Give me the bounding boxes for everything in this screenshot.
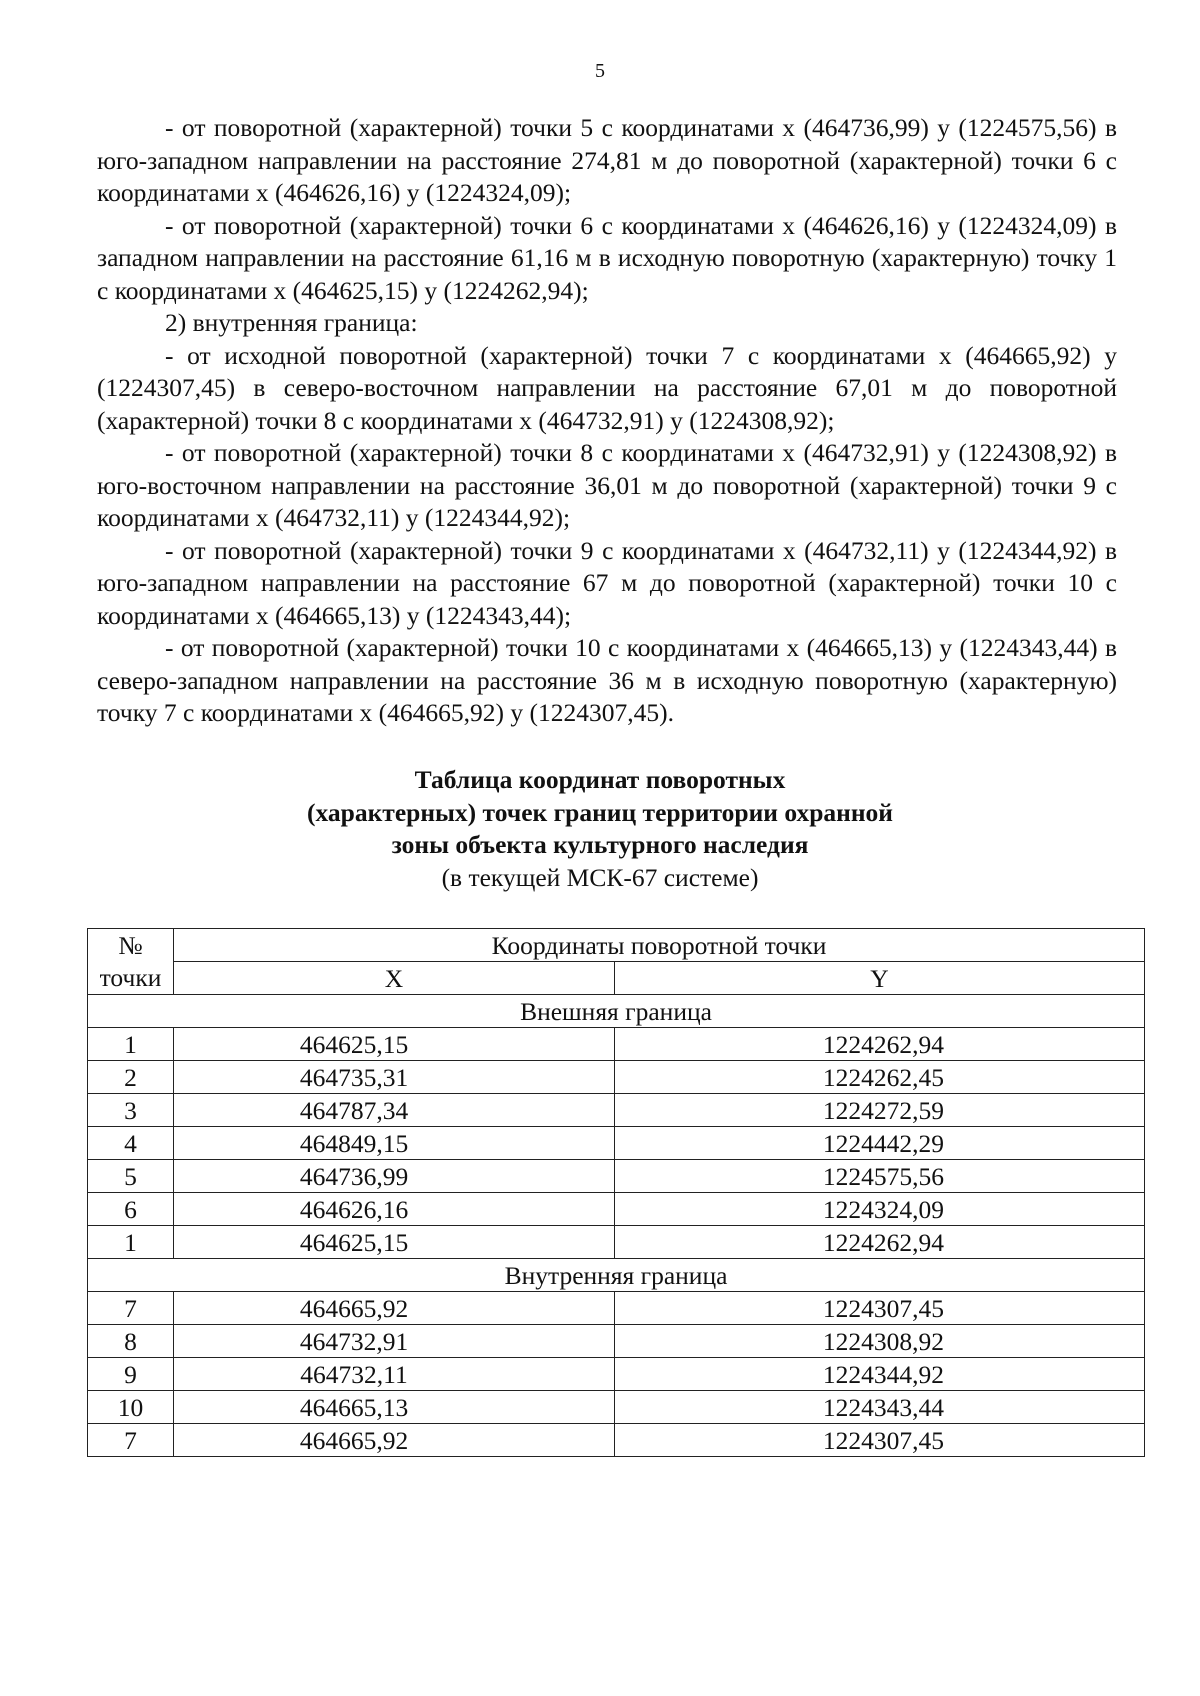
point-number-cell: 2 <box>88 1061 174 1094</box>
y-coordinate-cell: 1224262,94 <box>615 1028 1145 1061</box>
coordinates-table <box>87 928 1145 1457</box>
point-number-cell: 3 <box>88 1094 174 1127</box>
x-coordinate-cell: 464736,99 <box>174 1160 615 1193</box>
outer-rows <box>88 1028 1145 1259</box>
point-number-cell: 1 <box>88 1226 174 1259</box>
inner-section-label: Внутренняя граница <box>88 1259 1145 1292</box>
y-coordinate-cell: 1224262,94 <box>615 1226 1145 1259</box>
outer-section-row <box>88 995 1145 1028</box>
point-number-cell: 1 <box>88 1028 174 1061</box>
paragraph-segment-8-9: - от поворотной (характерной) точки 8 с координатами х (464732,91) у (1224308,92) в юго-восточном направлении на расстояние 36,01 м до поворотной (характерной) точки 9 с координатами х (464732,11) у (1224344,92); <box>97 438 1117 532</box>
num-header-bottom: точки <box>88 962 174 995</box>
x-coordinate-cell: 464735,31 <box>174 1061 615 1094</box>
inner-rows <box>88 1292 1145 1457</box>
x-coordinate-cell: 464732,91 <box>174 1325 615 1358</box>
y-header: Y <box>615 962 1145 995</box>
paragraph-segment-9-10: - от поворотной (характерной) точки 9 с координатами х (464732,11) у (1224344,92) в юго-западном направлении на расстояние 67 м до поворотной (характерной) точки 10 с координатами х (464665,13) у (1224343,44); <box>97 535 1117 630</box>
y-coordinate-cell: 1224272,59 <box>615 1094 1145 1127</box>
inner-section-row <box>88 1259 1145 1292</box>
table-row <box>88 1358 1145 1391</box>
y-coordinate-cell: 1224575,56 <box>615 1160 1145 1193</box>
point-number-cell: 7 <box>88 1292 174 1325</box>
x-coordinate-cell: 464787,34 <box>174 1094 615 1127</box>
outer-section-label: Внешняя граница <box>88 995 1145 1028</box>
y-coordinate-cell: 1224442,29 <box>615 1127 1145 1160</box>
point-number-cell: 5 <box>88 1160 174 1193</box>
y-coordinate-cell: 1224344,92 <box>615 1358 1145 1391</box>
coords-header: Координаты поворотной точки <box>174 929 1145 962</box>
page-number: 5 <box>595 60 605 82</box>
table-row <box>88 1094 1145 1127</box>
table-header-row-2 <box>88 962 1145 995</box>
table-row <box>88 1391 1145 1424</box>
table-row <box>88 1160 1145 1193</box>
y-coordinate-cell: 1224324,09 <box>615 1193 1145 1226</box>
table-title-line-1: Таблица координат поворотных <box>414 765 786 794</box>
table-row <box>88 1193 1145 1226</box>
paragraph-segment-7-8: - от исходной поворотной (характерной) точки 7 с координатами х (464665,92) у (1224307,45) в северо-восточном направлении на расстояние 67,01 м до поворотной (характерной) точки 8 с координатами х (464732,91) у (1224308,92); <box>97 340 1117 435</box>
table-title-line-2: (характерных) точек границ территории охранной <box>307 797 893 827</box>
y-coordinate-cell: 1224307,45 <box>615 1424 1145 1457</box>
x-coordinate-cell: 464665,13 <box>174 1391 615 1424</box>
table-title-line-4: (в текущей МСК-67 системе) <box>441 862 759 892</box>
table-title <box>0 764 1200 894</box>
y-coordinate-cell: 1224307,45 <box>615 1292 1145 1325</box>
paragraph-segment-10-7: - от поворотной (характерной) точки 10 с координатами х (464665,13) у (1224343,44) в северо-западном направлении на расстояние 36 м в исходную поворотную (характерную) точку 7 с координатами х (464665,92) у (1224307,45). <box>97 633 1117 727</box>
point-number-cell: 10 <box>88 1391 174 1424</box>
num-header-top: № <box>88 929 174 962</box>
y-coordinate-cell: 1224343,44 <box>615 1391 1145 1424</box>
x-coordinate-cell: 464665,92 <box>174 1292 615 1325</box>
x-header: X <box>174 962 615 995</box>
point-number-cell: 4 <box>88 1127 174 1160</box>
x-coordinate-cell: 464665,92 <box>174 1424 615 1457</box>
table-row <box>88 1292 1145 1325</box>
x-coordinate-cell: 464732,11 <box>174 1358 615 1391</box>
x-coordinate-cell: 464849,15 <box>174 1127 615 1160</box>
paragraph-segment-5-6: - от поворотной (характерной) точки 5 с координатами х (464736,99) у (1224575,56) в юго-западном направлении на расстояние 274,81 м до поворотной (характерной) точки 6 с координатами х (464626,16) у (1224324,09); <box>97 113 1117 207</box>
point-number-cell: 8 <box>88 1325 174 1358</box>
body-text <box>97 112 1117 730</box>
paragraph-segment-6-1: - от поворотной (характерной) точки 6 с координатами х (464626,16) у (1224324,09) в западном направлении на расстояние 61,16 м в исходную поворотную (характерную) точку 1 с координатами х (464625,15) у (1224262,94); <box>97 210 1117 305</box>
y-coordinate-cell: 1224308,92 <box>615 1325 1145 1358</box>
point-number-cell: 7 <box>88 1424 174 1457</box>
table-title-line-3: зоны объекта культурного наследия <box>391 830 809 859</box>
x-coordinate-cell: 464625,15 <box>174 1028 615 1061</box>
y-coordinate-cell: 1224262,45 <box>615 1061 1145 1094</box>
x-coordinate-cell: 464626,16 <box>174 1193 615 1226</box>
table-row <box>88 1325 1145 1358</box>
x-coordinate-cell: 464625,15 <box>174 1226 615 1259</box>
table-row <box>88 1061 1145 1094</box>
table-row <box>88 1226 1145 1259</box>
table-header-row-1 <box>88 929 1145 962</box>
paragraph-inner-boundary-heading: 2) внутренняя граница: <box>165 308 418 337</box>
point-number-cell: 6 <box>88 1193 174 1226</box>
table-row <box>88 1127 1145 1160</box>
table-row <box>88 1424 1145 1457</box>
point-number-cell: 9 <box>88 1358 174 1391</box>
table-row <box>88 1028 1145 1061</box>
